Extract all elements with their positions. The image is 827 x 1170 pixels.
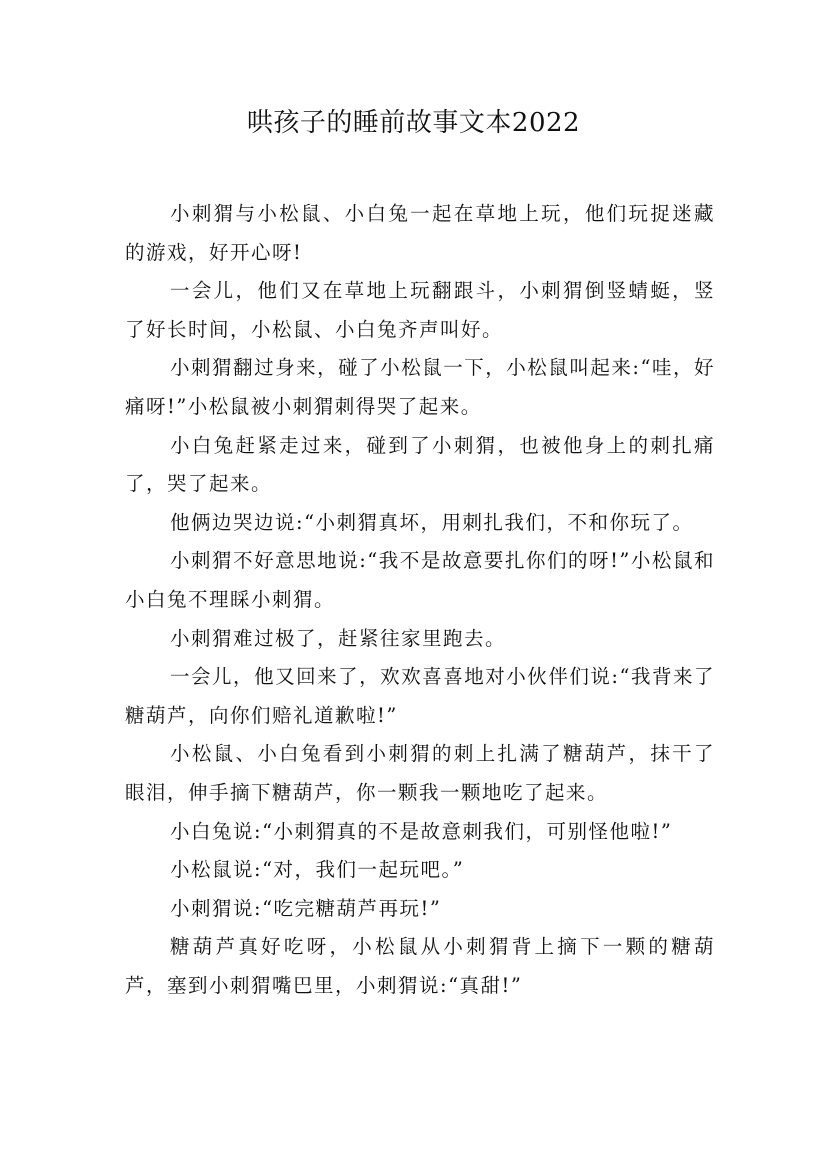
document-title: 哄孩子的睡前故事文本2022 — [246, 108, 581, 138]
story-body — [125, 195, 715, 1005]
paragraph: 糖葫芦真好吃呀，小松鼠从小刺猬背上摘下一颗的糖葫芦，塞到小刺猬嘴巴里，小刺猬说:“真甜!” — [125, 935, 715, 997]
paragraph: 一会儿，他们又在草地上玩翻跟斗，小刺猬倒竖蜻蜓，竖了好长时间，小松鼠、小白兔齐声叫好。 — [125, 279, 715, 341]
paragraph: 小刺猬不好意思地说:“我不是故意要扎你们的呀!”小松鼠和小白兔不理睬小刺猬。 — [125, 549, 715, 611]
paragraph: 一会儿，他又回来了，欢欢喜喜地对小伙伴们说:“我背来了糖葫芦，向你们赔礼道歉啦!” — [125, 665, 715, 727]
paragraph: 小白兔说:“小刺猬真的不是故意刺我们，可别怪他啦!” — [170, 819, 673, 843]
paragraph: 小刺猬难过极了，赶紧往家里跑去。 — [170, 626, 507, 650]
paragraph: 他俩边哭边说:“小刺猬真坏，用刺扎我们，不和你玩了。 — [170, 510, 694, 534]
paragraph: 小松鼠、小白兔看到小刺猬的刺上扎满了糖葫芦，抹干了眼泪，伸手摘下糖葫芦，你一颗我一颗地吃了起来。 — [125, 742, 715, 804]
paragraph: 小松鼠说:“对，我们一起玩吧。” — [170, 858, 465, 882]
paragraph: 小白兔赶紧走过来，碰到了小刺猬，也被他身上的刺扎痛了，哭了起来。 — [125, 433, 715, 496]
paragraph: 小刺猬说:“吃完糖葫芦再玩!” — [170, 896, 442, 920]
paragraph: 小刺猬翻过身来，碰了小松鼠一下，小松鼠叫起来:“哇，好痛呀!”小松鼠被小刺猬刺得哭了起来。 — [125, 356, 715, 418]
paragraph: 小刺猬与小松鼠、小白兔一起在草地上玩，他们玩捉迷藏的游戏，好开心呀! — [125, 202, 715, 264]
